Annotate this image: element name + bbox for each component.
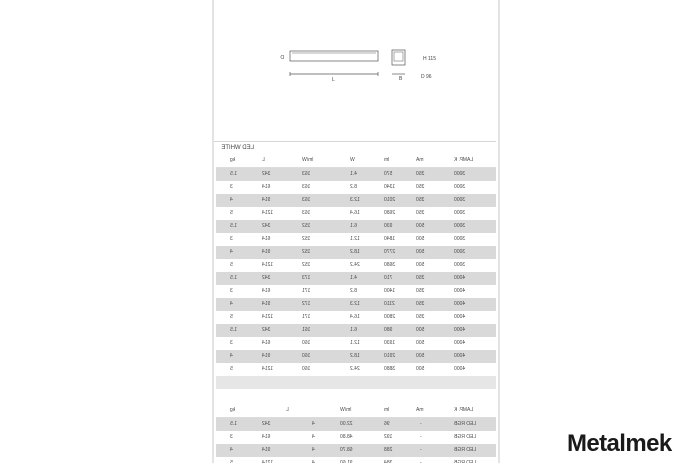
table-cell: 163 xyxy=(302,210,311,216)
table-cell: 4 xyxy=(230,447,233,453)
header-lamp-k: LAMP. K xyxy=(454,407,474,413)
table-cell: 172 xyxy=(302,301,311,307)
table-row xyxy=(216,168,496,181)
table-cell: LED RGB xyxy=(454,460,476,463)
table-cell: 4 xyxy=(312,421,315,427)
table-row xyxy=(216,457,496,463)
table-cell: 5 xyxy=(230,460,233,463)
table-header-row xyxy=(216,154,496,168)
table-cell: 1214 xyxy=(262,366,274,372)
table-cell: 3000 xyxy=(454,236,466,242)
table-cell: 350 xyxy=(416,210,425,216)
table-cell: 152 xyxy=(302,262,311,268)
header-lm-w: lm/W xyxy=(340,407,352,413)
table-cell: 2110 xyxy=(384,301,395,307)
table-cell: 500 xyxy=(416,353,425,359)
table-cell: 1214 xyxy=(262,460,274,463)
table-cell: 980 xyxy=(384,327,393,333)
table-row xyxy=(216,337,496,350)
table-cell: 500 xyxy=(416,262,425,268)
table-cell: 3000 xyxy=(454,197,466,203)
table-cell: 3000 xyxy=(454,223,466,229)
table-cell: 5 xyxy=(230,262,233,268)
table-cell: 350 xyxy=(416,171,425,177)
table-cell: 350 xyxy=(416,184,425,190)
table-cell: - xyxy=(420,434,422,440)
header-w: W xyxy=(350,157,355,163)
table-cell: 914 xyxy=(262,447,271,453)
section-title: LED WHITE xyxy=(214,141,496,154)
table-row xyxy=(216,285,496,298)
table-cell: 3 xyxy=(230,288,233,294)
table-cell: 3000 xyxy=(454,262,466,268)
table-cell: 500 xyxy=(416,223,425,229)
header-ma: mA xyxy=(416,157,424,163)
table-cell: 342 xyxy=(262,275,271,281)
table-cell: 1930 xyxy=(384,340,396,346)
table-cell: 2680 xyxy=(384,210,396,216)
table-cell: 914 xyxy=(262,353,271,359)
table-cell: 2770 xyxy=(384,249,396,255)
table-cell: 68.70 xyxy=(340,447,353,453)
header-lamp-k: LAMP. K xyxy=(454,157,474,163)
table-cell: LED RGB xyxy=(454,421,476,427)
table-cell: 350 xyxy=(416,275,425,281)
table-cell: 1.5 xyxy=(230,327,237,333)
table-cell: 4000 xyxy=(454,314,466,320)
table-cell: 1214 xyxy=(262,210,274,216)
table-row xyxy=(216,431,496,444)
table-cell: 4000 xyxy=(454,288,466,294)
table-cell: 163 xyxy=(302,171,311,177)
table-cell: 384 xyxy=(384,460,393,463)
table-cell: 24.2 xyxy=(350,366,360,372)
table-cell: 500 xyxy=(416,236,425,242)
header-kg: kg xyxy=(230,157,236,163)
header-l: L xyxy=(286,407,289,413)
table-row xyxy=(216,181,496,194)
table-row xyxy=(216,298,496,311)
table-cell: 3680 xyxy=(384,262,396,268)
table-cell: 152 xyxy=(302,236,311,242)
table-cell: 1340 xyxy=(384,184,396,190)
table-cell: 160 xyxy=(302,366,311,372)
table-cell: 614 xyxy=(262,340,271,346)
table-cell: 4 xyxy=(312,460,315,463)
table-cell: 3000 xyxy=(454,249,466,255)
page-right-edge xyxy=(498,0,500,463)
table-row xyxy=(216,444,496,457)
table-cell: 3000 xyxy=(454,184,466,190)
table-cell: 12.1 xyxy=(350,236,360,242)
table-cell: 163 xyxy=(302,197,311,203)
header-kg: kg xyxy=(230,407,236,413)
table-cell: 4 xyxy=(312,434,315,440)
table-cell: 914 xyxy=(262,249,271,255)
table-cell: 3880 xyxy=(384,366,396,372)
table-cell: 614 xyxy=(262,434,271,440)
table-cell: 4.1 xyxy=(350,275,357,281)
table-row xyxy=(216,233,496,246)
table-cell: 152 xyxy=(302,223,311,229)
table-cell: 192 xyxy=(384,434,393,440)
header-lm: lm xyxy=(384,407,390,413)
table-cell: 3 xyxy=(230,434,233,440)
table-cell: 4000 xyxy=(454,275,466,281)
table-cell: 16.4 xyxy=(350,210,360,216)
table-cell: 12.1 xyxy=(350,340,360,346)
table-cell: 914 xyxy=(262,197,271,203)
table-cell: 500 xyxy=(416,340,425,346)
table-cell: 350 xyxy=(416,314,425,320)
table-cell: 12.3 xyxy=(350,301,360,307)
table-cell: 1214 xyxy=(262,314,274,320)
table-cell: 1.5 xyxy=(230,223,237,229)
header-ma: mA xyxy=(416,407,424,413)
table-row xyxy=(216,418,496,431)
table-cell: 4000 xyxy=(454,301,466,307)
table-cell: LED RGB xyxy=(454,434,476,440)
table-cell: 4000 xyxy=(454,340,466,346)
table-cell: 4 xyxy=(312,447,315,453)
table-cell: 22.00 xyxy=(340,421,353,427)
table-cell: 4 xyxy=(230,301,233,307)
table-cell: 1.5 xyxy=(230,171,237,177)
table-cell: 48.80 xyxy=(340,434,353,440)
table-cell: 1.5 xyxy=(230,421,237,427)
header-lm-w: lm/W xyxy=(302,157,314,163)
table-cell: 570 xyxy=(384,171,393,177)
table-cell: 4 xyxy=(230,353,233,359)
depth-dimension-label: D 96 xyxy=(421,74,432,80)
table-cell: 6.1 xyxy=(350,223,357,229)
table-cell: 2010 xyxy=(384,197,396,203)
datasheet xyxy=(214,0,498,463)
table-row xyxy=(216,272,496,285)
header-l: L xyxy=(262,157,265,163)
table-cell: 18.2 xyxy=(350,249,360,255)
table-cell: 8.2 xyxy=(350,288,357,294)
table-cell: - xyxy=(420,447,422,453)
table-cell: 152 xyxy=(302,249,311,255)
table-cell: 91.60 xyxy=(340,460,353,463)
table-cell: 171 xyxy=(302,314,311,320)
table-row xyxy=(216,259,496,272)
table-cell: 24.2 xyxy=(350,262,360,268)
table-cell: 350 xyxy=(416,288,425,294)
height-dimension-label: H 115 xyxy=(423,56,436,62)
table-cell: 6.1 xyxy=(350,327,357,333)
table-spacer xyxy=(216,376,496,389)
table-row xyxy=(216,363,496,376)
table-cell: 173 xyxy=(302,275,311,281)
table-cell: 2910 xyxy=(384,353,396,359)
table-cell: 5 xyxy=(230,210,233,216)
table-cell: 3 xyxy=(230,236,233,242)
table-cell: 5 xyxy=(230,366,233,372)
led-white-table xyxy=(216,154,496,376)
led-rgb-table xyxy=(216,404,496,463)
table-cell: 5 xyxy=(230,314,233,320)
table-cell: 930 xyxy=(384,223,393,229)
table-cell: 342 xyxy=(262,223,271,229)
header-lm: lm xyxy=(384,157,390,163)
table-cell: 3 xyxy=(230,184,233,190)
table-cell: 171 xyxy=(302,288,311,294)
table-cell: 18.2 xyxy=(350,353,360,359)
side-view-drawing xyxy=(290,51,378,76)
table-row xyxy=(216,324,496,337)
table-cell: 342 xyxy=(262,171,271,177)
width-dimension-label: B xyxy=(399,76,403,82)
table-cell: - xyxy=(420,421,422,427)
table-row xyxy=(216,311,496,324)
table-cell: 4000 xyxy=(454,327,466,333)
table-cell: 500 xyxy=(416,327,425,333)
table-cell: 710 xyxy=(384,275,393,281)
table-cell: - xyxy=(420,460,422,463)
table-cell: 161 xyxy=(302,327,311,333)
table-cell: 160 xyxy=(302,353,311,359)
table-cell: 1840 xyxy=(384,236,396,242)
table-cell: 12.3 xyxy=(350,197,360,203)
table-cell: 350 xyxy=(416,301,425,307)
table-cell: 2800 xyxy=(384,314,396,320)
table-cell: 1214 xyxy=(262,262,274,268)
led-white-table-body xyxy=(216,168,496,376)
table-cell: 500 xyxy=(416,249,425,255)
table-row xyxy=(216,207,496,220)
table-cell: 288 xyxy=(384,447,393,453)
table-cell: 614 xyxy=(262,184,271,190)
table-cell: 8.2 xyxy=(350,184,357,190)
table-cell: 4 xyxy=(230,197,233,203)
table-cell: 3000 xyxy=(454,210,466,216)
table-row xyxy=(216,220,496,233)
table-header-row xyxy=(216,404,496,418)
table-cell: 614 xyxy=(262,236,271,242)
led-rgb-table-body xyxy=(216,418,496,463)
section-view-drawing xyxy=(392,50,405,74)
table-cell: 4 xyxy=(230,249,233,255)
technical-drawing xyxy=(214,0,498,140)
table-cell: 3 xyxy=(230,340,233,346)
table-cell: 4.1 xyxy=(350,171,357,177)
table-cell: LED RGB xyxy=(454,447,476,453)
table-cell: 1.5 xyxy=(230,275,237,281)
table-cell: 342 xyxy=(262,421,271,427)
table-row xyxy=(216,350,496,363)
table-cell: 4000 xyxy=(454,353,466,359)
table-cell: 914 xyxy=(262,301,271,307)
table-cell: 1400 xyxy=(384,288,396,294)
table-cell: 614 xyxy=(262,288,271,294)
table-cell: 160 xyxy=(302,340,311,346)
table-cell: 500 xyxy=(416,366,425,372)
table-cell: 96 xyxy=(384,421,390,427)
table-cell: 4000 xyxy=(454,366,466,372)
side-dimension-label: D xyxy=(280,55,284,61)
table-cell: 350 xyxy=(416,197,425,203)
brand-logo: Metalmek xyxy=(567,430,672,457)
table-cell: 342 xyxy=(262,327,271,333)
table-cell: 163 xyxy=(302,184,311,190)
table-cell: 3000 xyxy=(454,171,466,177)
table-row xyxy=(216,246,496,259)
table-cell: 16.4 xyxy=(350,314,360,320)
length-dimension-label: L xyxy=(332,77,335,83)
table-row xyxy=(216,194,496,207)
table-gap xyxy=(216,389,496,405)
